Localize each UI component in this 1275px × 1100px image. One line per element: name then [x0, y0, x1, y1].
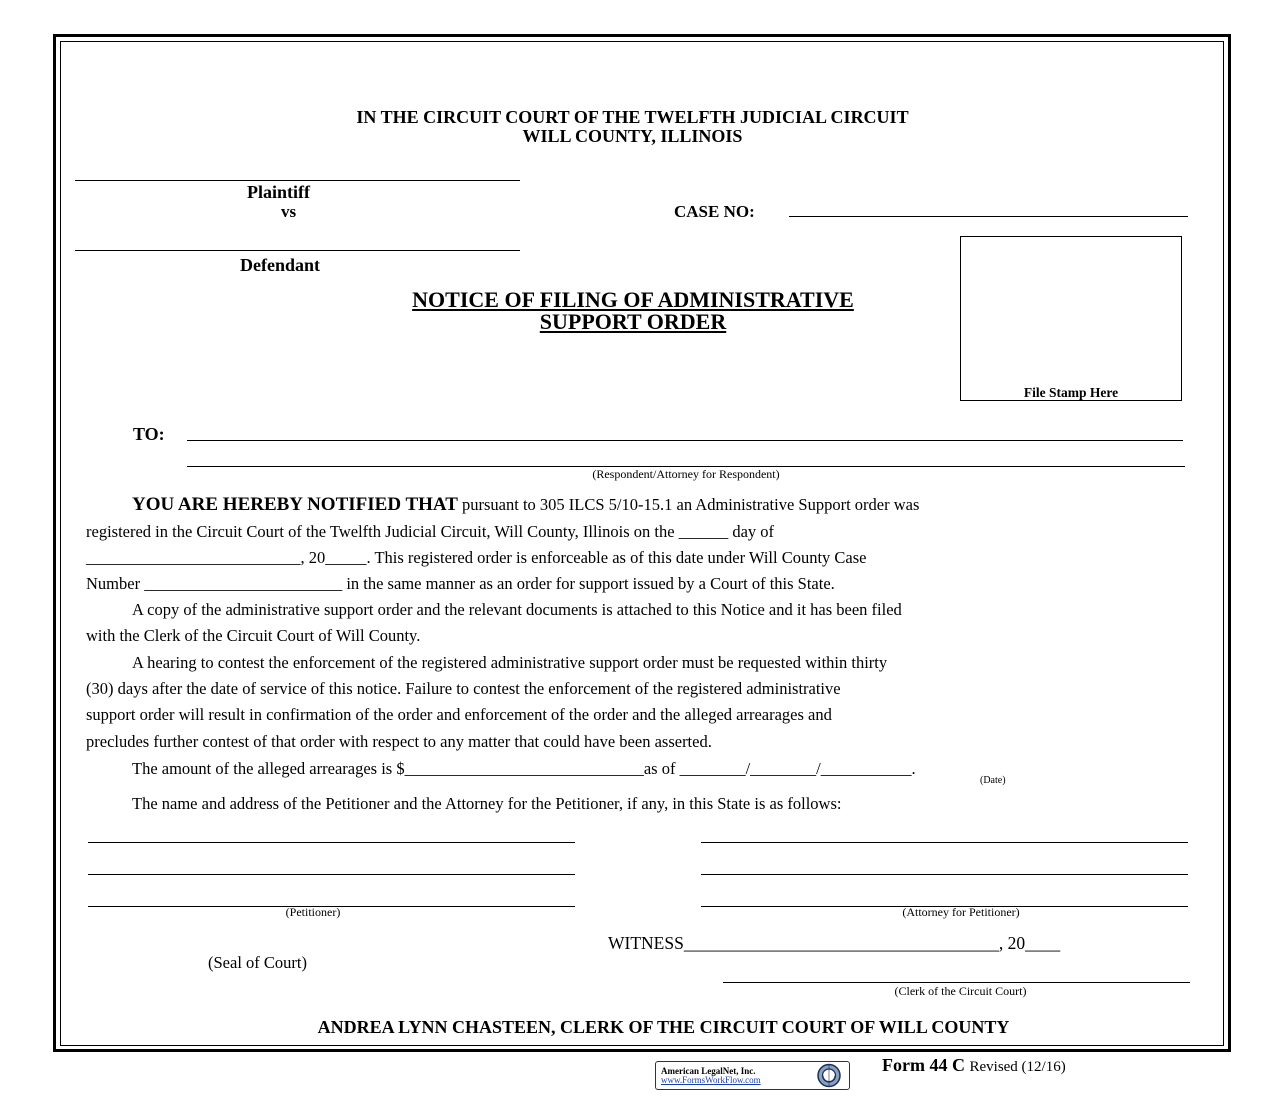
seal-of-court: (Seal of Court) [208, 953, 307, 972]
paragraph-1-line-4: Number ________________________ in the same manner as an order for support issued by a Court of this State. [86, 574, 835, 593]
paragraph-1-line-2: registered in the Circuit Court of the Twelfth Judicial Circuit, Will County, Illinois on the ______ day of [86, 522, 775, 541]
form-number: Form 44 C [882, 1055, 965, 1075]
respondent-caption: (Respondent/Attorney for Respondent) [592, 467, 780, 481]
attorney-caption: (Attorney for Petitioner) [902, 905, 1020, 919]
file-stamp-box [960, 236, 1182, 401]
paragraph-1-line-3: __________________________, 20_____. This registered order is enforceable as of this date under Will County Case [86, 548, 867, 567]
county-name: WILL COUNTY, ILLINOIS [522, 126, 743, 146]
defendant-label: Defendant [240, 255, 320, 275]
logo-url[interactable]: www.FormsWorkFlow.com [661, 1075, 761, 1085]
to-field-line1[interactable] [187, 440, 1183, 441]
notice-body [86, 494, 1216, 754]
paragraph-3-line-2: (30) days after the date of service of this notice. Failure to contest the enforcement of the registered administrative [86, 679, 841, 698]
case-no-field[interactable] [789, 216, 1188, 217]
paragraph-2-line-2: with the Clerk of the Circuit Court of Will County. [86, 626, 421, 645]
attorney-line-1[interactable] [701, 842, 1188, 843]
arrearages-line: The amount of the alleged arrearages is $_____________________________as of ________/________/___________. [132, 759, 916, 778]
petitioner-line-1[interactable] [88, 842, 575, 843]
form-title-line2: SUPPORT ORDER [539, 309, 727, 334]
paragraph-1-line-1 [132, 494, 919, 516]
logo-company: American LegalNet, Inc. [661, 1066, 756, 1076]
clerk-caption: (Clerk of the Circuit Court) [894, 984, 1027, 998]
globe-icon [814, 1063, 844, 1088]
court-name: IN THE CIRCUIT COURT OF THE TWELFTH JUDICIAL CIRCUIT [356, 107, 909, 127]
paragraph-1-text: pursuant to 305 ILCS 5/10-15.1 an Administrative Support order was [457, 495, 920, 514]
file-stamp-label: File Stamp Here [1023, 385, 1119, 400]
paragraph-3-line-3: support order will result in confirmation of the order and enforcement of the order and the alleged arrearages and [86, 705, 832, 724]
form-title-line1: NOTICE OF FILING OF ADMINISTRATIVE [412, 287, 854, 312]
clerk-name: ANDREA LYNN CHASTEEN, CLERK OF THE CIRCUIT COURT OF WILL COUNTY [317, 1017, 1010, 1037]
witness-line: WITNESS____________________________________, 20____ [608, 933, 1061, 953]
petitioner-caption: (Petitioner) [285, 905, 341, 919]
revised-date: Revised (12/16) [969, 1059, 1066, 1075]
date-caption: (Date) [980, 775, 1006, 786]
paragraph-2-line-1: A copy of the administrative support order and the relevant documents is attached to this Notice and it has been filed [132, 600, 902, 619]
paragraph-3-line-1: A hearing to contest the enforcement of the registered administrative support order must be requested within thirty [132, 653, 888, 672]
vs-label: vs [281, 202, 297, 221]
paragraph-3-line-4: precludes further contest of that order with respect to any matter that could have been asserted. [86, 732, 712, 751]
form-number-line [882, 1055, 1066, 1076]
to-label: TO: [133, 424, 165, 444]
attorney-line-2[interactable] [701, 874, 1188, 875]
plaintiff-label: Plaintiff [247, 182, 310, 202]
case-no-label: CASE NO: [674, 202, 755, 221]
plaintiff-field[interactable] [75, 180, 520, 181]
petitioner-address-intro: The name and address of the Petitioner and the Attorney for the Petitioner, if any, in this State is as follows: [132, 794, 842, 813]
clerk-signature-field[interactable] [723, 982, 1190, 983]
notice-lead: YOU ARE HEREBY NOTIFIED THAT [132, 494, 458, 515]
defendant-field[interactable] [75, 250, 520, 251]
petitioner-line-2[interactable] [88, 874, 575, 875]
american-legalnet-logo[interactable] [655, 1061, 850, 1090]
